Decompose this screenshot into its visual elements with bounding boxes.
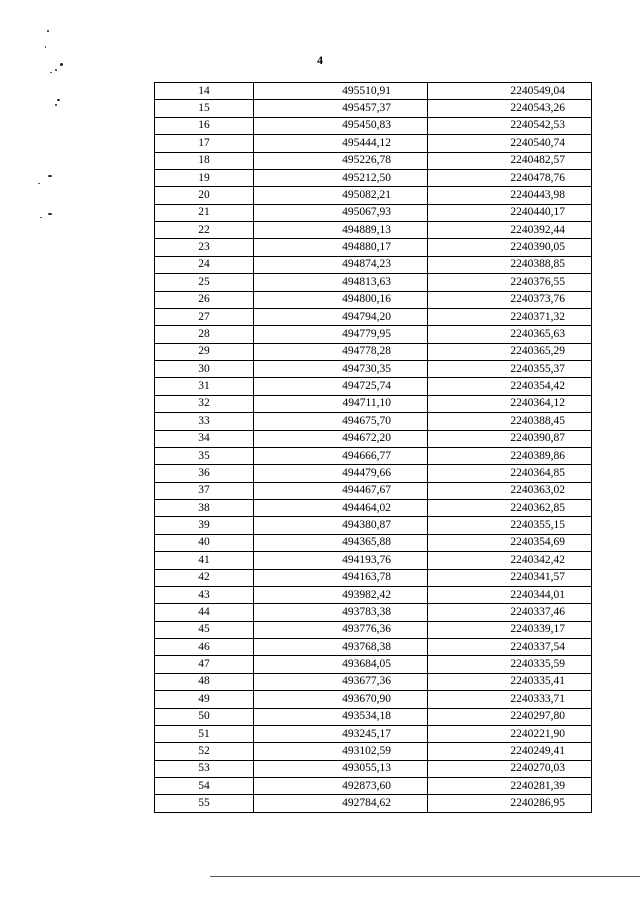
y-coordinate-cell: 2240549,04 — [428, 83, 592, 100]
y-coordinate-cell: 2240388,85 — [428, 256, 592, 273]
table-row — [155, 656, 592, 673]
table-row — [155, 308, 592, 325]
y-coordinate-cell: 2240270,03 — [428, 760, 592, 777]
scan-speck — [57, 99, 60, 101]
x-coordinate-cell: 495450,83 — [254, 117, 428, 134]
table-row — [155, 586, 592, 603]
x-coordinate-cell: 493783,38 — [254, 604, 428, 621]
table-row — [155, 482, 592, 499]
table-row — [155, 760, 592, 777]
x-coordinate-cell: 494778,28 — [254, 343, 428, 360]
scan-speck — [50, 72, 52, 73]
y-coordinate-cell: 2240364,12 — [428, 395, 592, 412]
point-number-cell: 20 — [155, 187, 254, 204]
y-coordinate-cell: 2240337,46 — [428, 604, 592, 621]
y-coordinate-cell: 2240365,63 — [428, 326, 592, 343]
point-number-cell: 43 — [155, 586, 254, 603]
table-row — [155, 604, 592, 621]
table-row — [155, 725, 592, 742]
table-row — [155, 274, 592, 291]
y-coordinate-cell: 2240542,53 — [428, 117, 592, 134]
x-coordinate-cell: 494779,95 — [254, 326, 428, 343]
x-coordinate-cell: 494193,76 — [254, 552, 428, 569]
x-coordinate-cell: 494380,87 — [254, 517, 428, 534]
x-coordinate-cell: 494672,20 — [254, 430, 428, 447]
scan-speck — [48, 213, 52, 215]
table-row — [155, 569, 592, 586]
table-row — [155, 100, 592, 117]
x-coordinate-cell: 495444,12 — [254, 135, 428, 152]
table-row — [155, 117, 592, 134]
y-coordinate-cell: 2240443,98 — [428, 187, 592, 204]
x-coordinate-cell: 493677,36 — [254, 673, 428, 690]
scan-speck — [38, 183, 40, 184]
table-row — [155, 691, 592, 708]
y-coordinate-cell: 2240363,02 — [428, 482, 592, 499]
x-coordinate-cell: 494479,66 — [254, 465, 428, 482]
point-number-cell: 26 — [155, 291, 254, 308]
table-row — [155, 430, 592, 447]
y-coordinate-cell: 2240355,15 — [428, 517, 592, 534]
table-row — [155, 239, 592, 256]
x-coordinate-cell: 493768,38 — [254, 639, 428, 656]
table-body — [155, 83, 592, 813]
point-number-cell: 49 — [155, 691, 254, 708]
point-number-cell: 23 — [155, 239, 254, 256]
y-coordinate-cell: 2240482,57 — [428, 152, 592, 169]
x-coordinate-cell: 494730,35 — [254, 361, 428, 378]
y-coordinate-cell: 2240371,32 — [428, 308, 592, 325]
table-row — [155, 743, 592, 760]
table-row — [155, 169, 592, 186]
x-coordinate-cell: 494813,63 — [254, 274, 428, 291]
scan-speck — [55, 69, 57, 71]
point-number-cell: 39 — [155, 517, 254, 534]
table-row — [155, 552, 592, 569]
y-coordinate-cell: 2240354,69 — [428, 534, 592, 551]
scan-speck — [45, 46, 46, 48]
x-coordinate-cell: 494880,17 — [254, 239, 428, 256]
x-coordinate-cell: 494464,02 — [254, 500, 428, 517]
y-coordinate-cell: 2240376,55 — [428, 274, 592, 291]
scan-edge-line — [210, 876, 640, 877]
x-coordinate-cell: 494874,23 — [254, 256, 428, 273]
point-number-cell: 21 — [155, 204, 254, 221]
x-coordinate-cell: 494467,67 — [254, 482, 428, 499]
x-coordinate-cell: 494675,70 — [254, 413, 428, 430]
point-number-cell: 51 — [155, 725, 254, 742]
table-row — [155, 222, 592, 239]
x-coordinate-cell: 494711,10 — [254, 395, 428, 412]
x-coordinate-cell: 495067,93 — [254, 204, 428, 221]
point-number-cell: 30 — [155, 361, 254, 378]
table-row — [155, 152, 592, 169]
page-number: 4 — [317, 53, 323, 67]
x-coordinate-cell: 495457,37 — [254, 100, 428, 117]
point-number-cell: 54 — [155, 778, 254, 795]
table-row — [155, 343, 592, 360]
table-row — [155, 395, 592, 412]
y-coordinate-cell: 2240281,39 — [428, 778, 592, 795]
table-row — [155, 517, 592, 534]
y-coordinate-cell: 2240392,44 — [428, 222, 592, 239]
y-coordinate-cell: 2240337,54 — [428, 639, 592, 656]
y-coordinate-cell: 2240389,86 — [428, 447, 592, 464]
point-number-cell: 50 — [155, 708, 254, 725]
table-row — [155, 378, 592, 395]
point-number-cell: 38 — [155, 500, 254, 517]
point-number-cell: 19 — [155, 169, 254, 186]
point-number-cell: 47 — [155, 656, 254, 673]
y-coordinate-cell: 2240440,17 — [428, 204, 592, 221]
point-number-cell: 37 — [155, 482, 254, 499]
y-coordinate-cell: 2240373,76 — [428, 291, 592, 308]
scan-speck — [47, 30, 49, 32]
x-coordinate-cell: 494800,16 — [254, 291, 428, 308]
point-number-cell: 28 — [155, 326, 254, 343]
y-coordinate-cell: 2240297,80 — [428, 708, 592, 725]
coordinates-table — [154, 82, 592, 813]
y-coordinate-cell: 2240344,01 — [428, 586, 592, 603]
point-number-cell: 31 — [155, 378, 254, 395]
point-number-cell: 52 — [155, 743, 254, 760]
y-coordinate-cell: 2240249,41 — [428, 743, 592, 760]
y-coordinate-cell: 2240286,95 — [428, 795, 592, 812]
x-coordinate-cell: 494725,74 — [254, 378, 428, 395]
y-coordinate-cell: 2240364,85 — [428, 465, 592, 482]
point-number-cell: 25 — [155, 274, 254, 291]
x-coordinate-cell: 493982,42 — [254, 586, 428, 603]
point-number-cell: 35 — [155, 447, 254, 464]
point-number-cell: 17 — [155, 135, 254, 152]
point-number-cell: 32 — [155, 395, 254, 412]
point-number-cell: 14 — [155, 83, 254, 100]
table-row — [155, 256, 592, 273]
x-coordinate-cell: 493102,59 — [254, 743, 428, 760]
x-coordinate-cell: 492873,60 — [254, 778, 428, 795]
y-coordinate-cell: 2240478,76 — [428, 169, 592, 186]
point-number-cell: 46 — [155, 639, 254, 656]
y-coordinate-cell: 2240354,42 — [428, 378, 592, 395]
y-coordinate-cell: 2240342,42 — [428, 552, 592, 569]
point-number-cell: 42 — [155, 569, 254, 586]
table-row — [155, 778, 592, 795]
y-coordinate-cell: 2240333,71 — [428, 691, 592, 708]
y-coordinate-cell: 2240362,85 — [428, 500, 592, 517]
table-row — [155, 83, 592, 100]
point-number-cell: 45 — [155, 621, 254, 638]
x-coordinate-cell: 493534,18 — [254, 708, 428, 725]
table-row — [155, 326, 592, 343]
point-number-cell: 55 — [155, 795, 254, 812]
point-number-cell: 33 — [155, 413, 254, 430]
scan-speck — [60, 63, 63, 66]
scan-speck — [40, 217, 42, 218]
x-coordinate-cell: 495226,78 — [254, 152, 428, 169]
x-coordinate-cell: 495212,50 — [254, 169, 428, 186]
point-number-cell: 34 — [155, 430, 254, 447]
table-row — [155, 795, 592, 812]
point-number-cell: 29 — [155, 343, 254, 360]
table-row — [155, 291, 592, 308]
point-number-cell: 48 — [155, 673, 254, 690]
x-coordinate-cell: 493776,36 — [254, 621, 428, 638]
y-coordinate-cell: 2240339,17 — [428, 621, 592, 638]
table-row — [155, 187, 592, 204]
x-coordinate-cell: 494794,20 — [254, 308, 428, 325]
y-coordinate-cell: 2240543,26 — [428, 100, 592, 117]
point-number-cell: 40 — [155, 534, 254, 551]
y-coordinate-cell: 2240335,59 — [428, 656, 592, 673]
table-row — [155, 361, 592, 378]
table-row — [155, 534, 592, 551]
table-row — [155, 413, 592, 430]
y-coordinate-cell: 2240355,37 — [428, 361, 592, 378]
table-row — [155, 639, 592, 656]
table-row — [155, 708, 592, 725]
table-row — [155, 135, 592, 152]
y-coordinate-cell: 2240388,45 — [428, 413, 592, 430]
table-row — [155, 621, 592, 638]
x-coordinate-cell: 493670,90 — [254, 691, 428, 708]
table-row — [155, 500, 592, 517]
y-coordinate-cell: 2240540,74 — [428, 135, 592, 152]
scan-speck — [55, 104, 57, 106]
x-coordinate-cell: 492784,62 — [254, 795, 428, 812]
scan-speck — [48, 175, 52, 177]
point-number-cell: 41 — [155, 552, 254, 569]
point-number-cell: 15 — [155, 100, 254, 117]
point-number-cell: 27 — [155, 308, 254, 325]
point-number-cell: 18 — [155, 152, 254, 169]
point-number-cell: 22 — [155, 222, 254, 239]
x-coordinate-cell: 493245,17 — [254, 725, 428, 742]
x-coordinate-cell: 493055,13 — [254, 760, 428, 777]
x-coordinate-cell: 495082,21 — [254, 187, 428, 204]
x-coordinate-cell: 494365,88 — [254, 534, 428, 551]
y-coordinate-cell: 2240390,05 — [428, 239, 592, 256]
table-row — [155, 465, 592, 482]
x-coordinate-cell: 493684,05 — [254, 656, 428, 673]
y-coordinate-cell: 2240335,41 — [428, 673, 592, 690]
table-row — [155, 204, 592, 221]
x-coordinate-cell: 494666,77 — [254, 447, 428, 464]
y-coordinate-cell: 2240221,90 — [428, 725, 592, 742]
y-coordinate-cell: 2240365,29 — [428, 343, 592, 360]
x-coordinate-cell: 494163,78 — [254, 569, 428, 586]
point-number-cell: 16 — [155, 117, 254, 134]
point-number-cell: 36 — [155, 465, 254, 482]
table-row — [155, 447, 592, 464]
point-number-cell: 24 — [155, 256, 254, 273]
y-coordinate-cell: 2240341,57 — [428, 569, 592, 586]
y-coordinate-cell: 2240390,87 — [428, 430, 592, 447]
table-row — [155, 673, 592, 690]
x-coordinate-cell: 494889,13 — [254, 222, 428, 239]
point-number-cell: 44 — [155, 604, 254, 621]
x-coordinate-cell: 495510,91 — [254, 83, 428, 100]
point-number-cell: 53 — [155, 760, 254, 777]
